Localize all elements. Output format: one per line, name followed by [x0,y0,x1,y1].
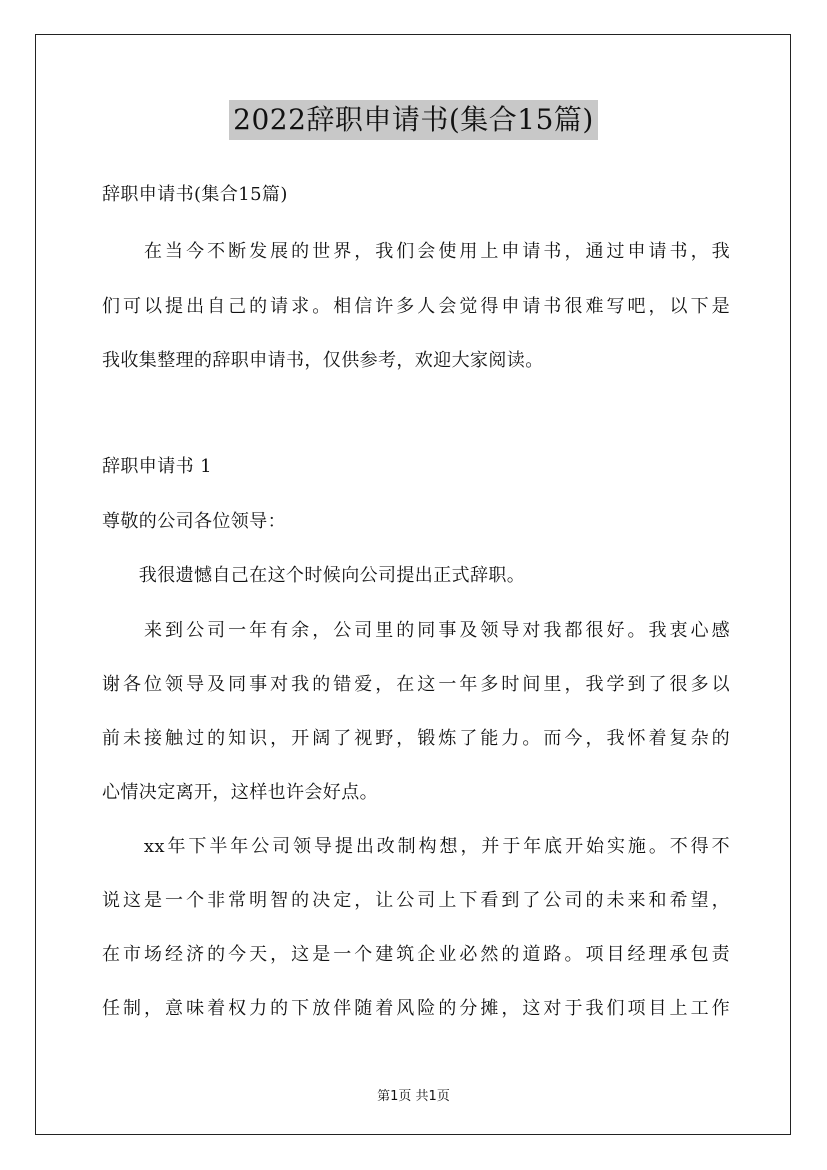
body-line-7: 说这是一个非常明智的决定，让公司上下看到了公司的未来和希望， [102,890,730,911]
salutation: 尊敬的公司各位领导： [102,511,286,532]
body-line-8: 在市场经济的今天，这是一个建筑企业必然的道路。项目经理承包责 [102,944,730,965]
body-line-3: 谢各位领导及同事对我的错爱，在这一年多时间里，我学到了很多以 [102,674,730,695]
intro-line-1: 在当今不断发展的世界，我们会使用上申请书，通过申请书，我 [102,241,730,262]
body-line-6: xx年下半年公司领导提出改制构想，并于年底开始实施。不得不 [102,836,730,857]
document-subtitle: 辞职申请书(集合15篇) [102,184,288,205]
document-title: 2022辞职申请书(集合15篇) [229,100,598,140]
title-container [0,100,827,140]
body-line-9: 任制，意味着权力的下放伴随着风险的分摊，这对于我们项目上工作 [102,998,730,1019]
body-line-5: 心情决定离开，这样也许会好点。 [102,782,378,803]
body-line-4: 前未接触过的知识，开阔了视野，锻炼了能力。而今，我怀着复杂的 [102,728,730,749]
body-line-1: 我很遗憾自己在这个时候向公司提出正式辞职。 [102,565,526,586]
section-heading: 辞职申请书 1 [102,456,212,477]
intro-line-3: 我收集整理的辞职申请书，仅供参考，欢迎大家阅读。 [102,350,544,371]
page-footer: 第1页 共1页 [377,1089,450,1104]
intro-line-2: 们可以提出自己的请求。相信许多人会觉得申请书很难写吧，以下是 [102,296,730,317]
body-line-2: 来到公司一年有余，公司里的同事及领导对我都很好。我衷心感 [102,620,730,641]
